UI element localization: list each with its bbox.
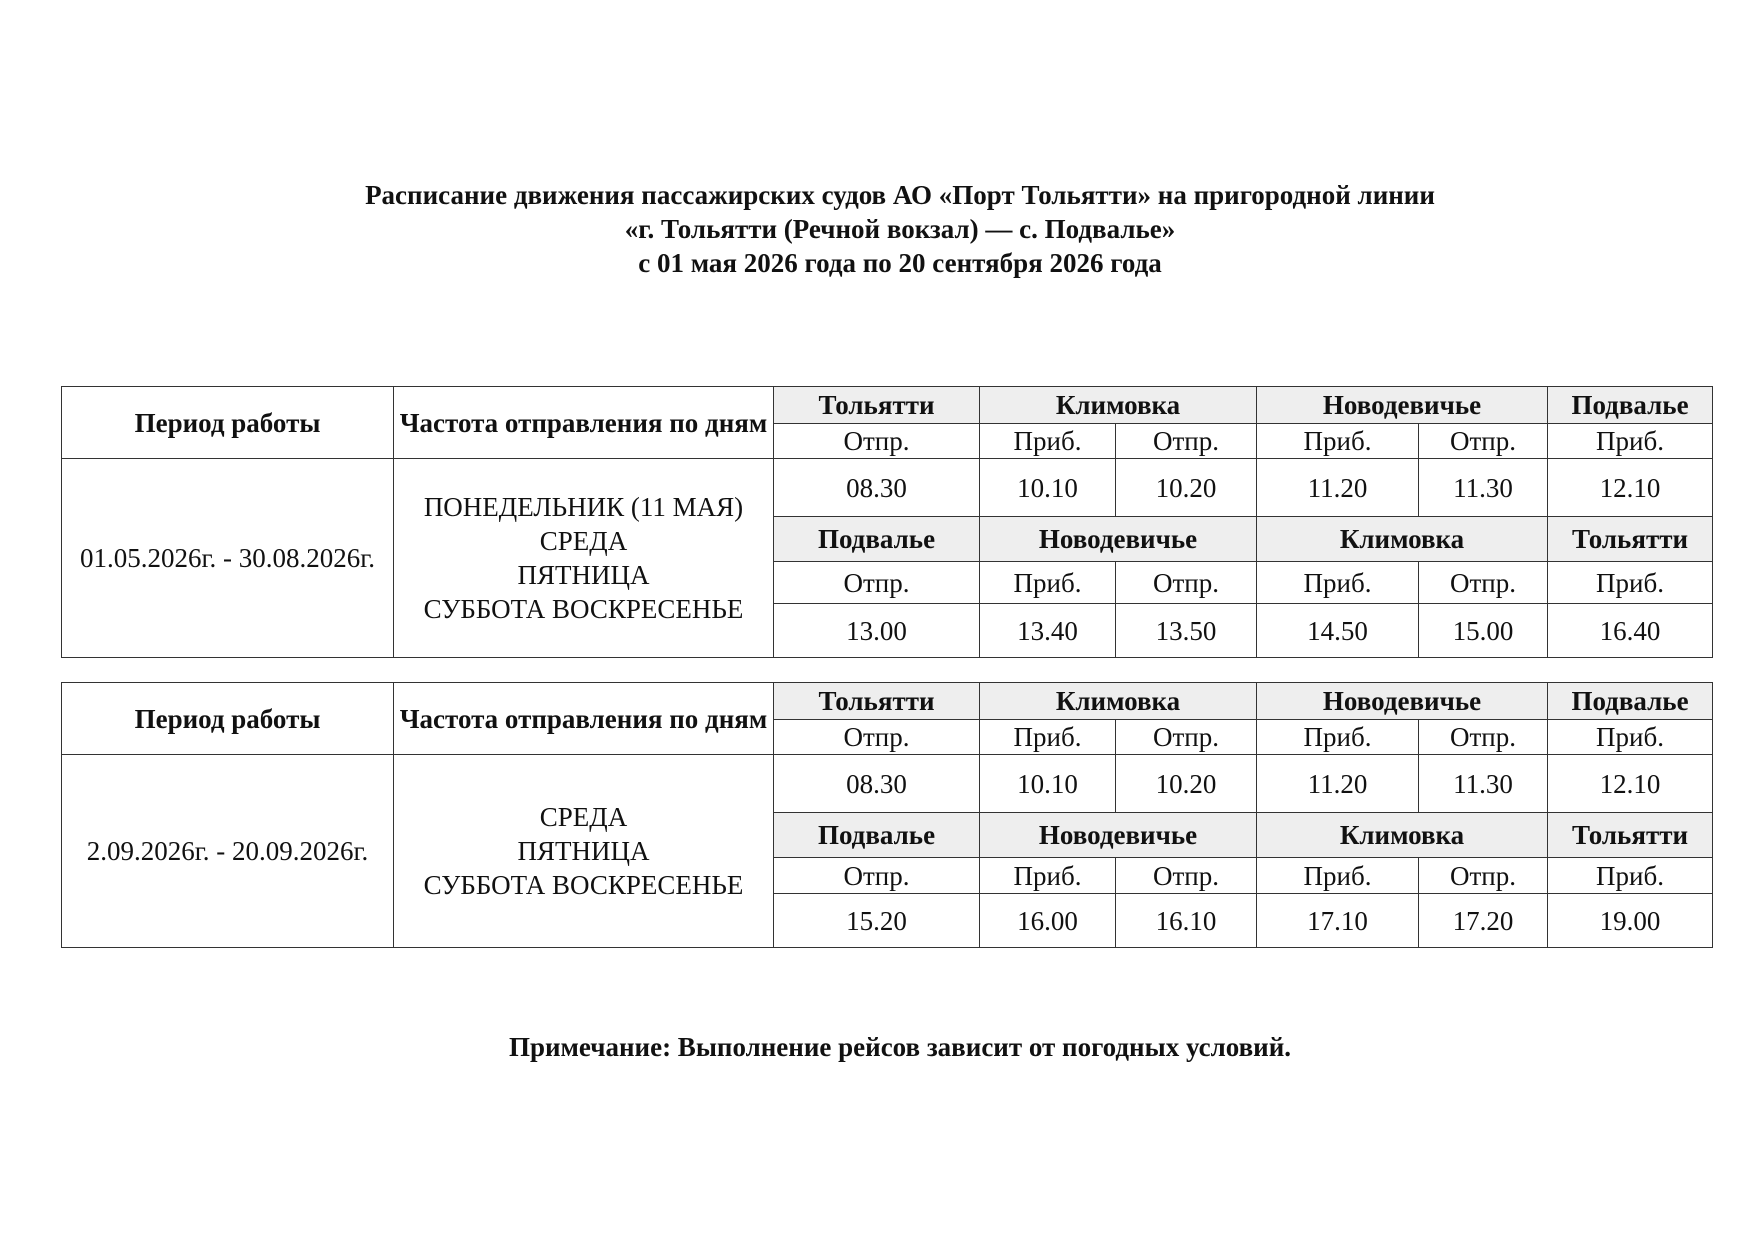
station-header: Климовка xyxy=(1257,517,1548,562)
period-header: Период работы xyxy=(62,387,394,459)
station-header: Тольятти xyxy=(774,683,980,720)
frequency-header: Частота отправления по дням xyxy=(394,387,774,459)
dep-label: Отпр. xyxy=(1116,720,1257,755)
arr-label: Приб. xyxy=(980,562,1116,604)
title-line-1: Расписание движения пассажирских судов АО «Порт Тольятти» на пригородной линии xyxy=(365,180,1435,210)
days-cell xyxy=(394,459,774,658)
time-cell: 16.00 xyxy=(980,894,1116,948)
document-title xyxy=(0,178,1754,280)
time-cell: 12.10 xyxy=(1548,459,1713,517)
title-line-3: с 01 мая 2026 года по 20 сентября 2026 года xyxy=(638,248,1162,278)
station-header: Климовка xyxy=(1257,813,1548,858)
days-cell xyxy=(394,755,774,948)
arr-label: Приб. xyxy=(1257,562,1419,604)
time-cell: 17.10 xyxy=(1257,894,1419,948)
weather-note: Примечание: Выполнение рейсов зависит от погодных условий. xyxy=(508,1032,1292,1062)
dep-label: Отпр. xyxy=(1116,424,1257,459)
time-cell: 14.50 xyxy=(1257,604,1419,658)
arr-label: Приб. xyxy=(1548,720,1713,755)
period-value: 2.09.2026г. - 20.09.2026г. xyxy=(86,836,369,866)
day-item: СРЕДА xyxy=(539,526,628,556)
arr-label: Приб. xyxy=(1548,858,1713,894)
time-cell: 19.00 xyxy=(1548,894,1713,948)
dep-label: Отпр. xyxy=(1419,562,1548,604)
schedule-table-september xyxy=(61,682,1713,948)
time-cell: 15.20 xyxy=(774,894,980,948)
arr-label: Приб. xyxy=(980,858,1116,894)
time-cell: 11.20 xyxy=(1257,459,1419,517)
day-item: ПОНЕДЕЛЬНИК (11 МАЯ) xyxy=(423,492,744,522)
period-value: 01.05.2026г. - 30.08.2026г. xyxy=(79,543,376,573)
time-cell: 11.30 xyxy=(1419,755,1548,813)
title-line-2: «г. Тольятти (Речной вокзал) — с. Подвалье» xyxy=(624,214,1176,244)
frequency-header: Частота отправления по дням xyxy=(394,683,774,755)
day-item: ПЯТНИЦА xyxy=(517,560,650,590)
time-cell: 16.40 xyxy=(1548,604,1713,658)
period-cell xyxy=(62,459,394,658)
dep-label: Отпр. xyxy=(774,562,980,604)
time-cell: 10.20 xyxy=(1116,459,1257,517)
station-header: Новодевичье xyxy=(980,813,1257,858)
arr-label: Приб. xyxy=(1257,424,1419,459)
station-header: Новодевичье xyxy=(1257,387,1548,424)
station-header: Тольятти xyxy=(1548,813,1713,858)
period-cell xyxy=(62,755,394,948)
dep-label: Отпр. xyxy=(774,858,980,894)
station-header: Новодевичье xyxy=(1257,683,1548,720)
dep-label: Отпр. xyxy=(774,424,980,459)
dep-label: Отпр. xyxy=(1419,720,1548,755)
schedule-table-summer xyxy=(61,386,1713,658)
day-item: ПЯТНИЦА xyxy=(517,836,650,866)
dep-label: Отпр. xyxy=(1116,858,1257,894)
station-header: Подвалье xyxy=(774,813,980,858)
period-header: Период работы xyxy=(62,683,394,755)
time-cell: 12.10 xyxy=(1548,755,1713,813)
station-header: Новодевичье xyxy=(980,517,1257,562)
station-header: Подвалье xyxy=(774,517,980,562)
dep-label: Отпр. xyxy=(774,720,980,755)
time-cell: 10.10 xyxy=(980,755,1116,813)
time-cell: 11.30 xyxy=(1419,459,1548,517)
time-cell: 13.50 xyxy=(1116,604,1257,658)
station-header: Подвалье xyxy=(1548,387,1713,424)
arr-label: Приб. xyxy=(1257,720,1419,755)
station-header: Тольятти xyxy=(774,387,980,424)
station-header: Подвалье xyxy=(1548,683,1713,720)
dep-label: Отпр. xyxy=(1116,562,1257,604)
time-cell: 11.20 xyxy=(1257,755,1419,813)
day-item: СУББОТА ВОСКРЕСЕНЬЕ xyxy=(423,870,744,900)
day-item: СРЕДА xyxy=(539,802,628,832)
station-header: Тольятти xyxy=(1548,517,1713,562)
time-cell: 08.30 xyxy=(774,459,980,517)
time-cell: 13.00 xyxy=(774,604,980,658)
station-header: Климовка xyxy=(980,387,1257,424)
time-cell: 17.20 xyxy=(1419,894,1548,948)
time-cell: 13.40 xyxy=(980,604,1116,658)
dep-label: Отпр. xyxy=(1419,424,1548,459)
time-cell: 15.00 xyxy=(1419,604,1548,658)
time-cell: 08.30 xyxy=(774,755,980,813)
arr-label: Приб. xyxy=(980,424,1116,459)
station-header: Климовка xyxy=(980,683,1257,720)
time-cell: 10.10 xyxy=(980,459,1116,517)
dep-label: Отпр. xyxy=(1419,858,1548,894)
arr-label: Приб. xyxy=(980,720,1116,755)
time-cell: 10.20 xyxy=(1116,755,1257,813)
arr-label: Приб. xyxy=(1257,858,1419,894)
day-item: СУББОТА ВОСКРЕСЕНЬЕ xyxy=(423,594,744,624)
time-cell: 16.10 xyxy=(1116,894,1257,948)
arr-label: Приб. xyxy=(1548,424,1713,459)
arr-label: Приб. xyxy=(1548,562,1713,604)
